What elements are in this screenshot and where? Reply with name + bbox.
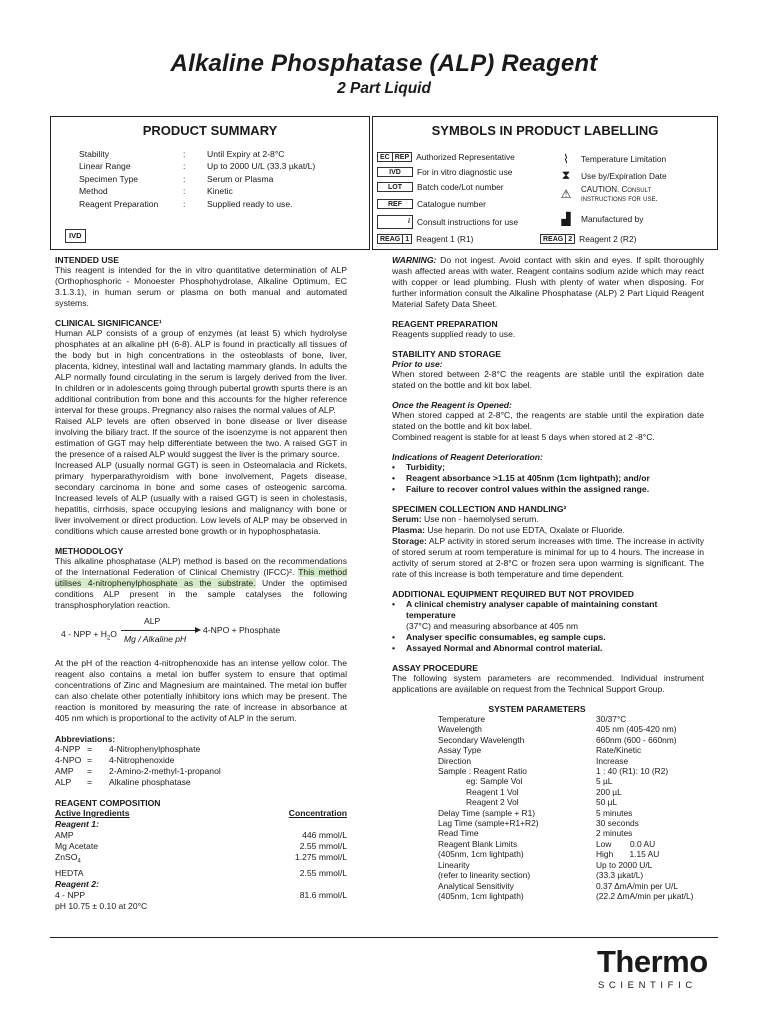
symbol-row <box>377 182 504 192</box>
abbreviation-definition: Alkaline phosphatase <box>109 777 191 787</box>
symbol-row <box>556 212 643 226</box>
parameter-row <box>438 735 693 745</box>
symbol-label: Temperature Limitation <box>581 154 667 164</box>
composition-ingredient <box>55 852 81 868</box>
symbol-icon-text: REP <box>392 153 409 161</box>
left-column <box>55 255 347 912</box>
summary-value: Kinetic <box>207 186 233 197</box>
parameter-value: Rate/Kinetic <box>596 745 642 756</box>
parameter-value: Increase <box>596 755 629 766</box>
symbol-label: Reagent 1 (R1) <box>416 234 474 244</box>
abbreviation-row <box>55 755 347 766</box>
composition-header-row <box>55 808 347 819</box>
clinical-significance-text-3: Increased ALP (usually normal GGT) is seen in Osteomalacia and Rickets, primary hyperparathyroidism with bone involvement, Pagets disease, secondary carcinoma in bone and some cases of osteogenic sarcoma. Increased levels of ALP (usually with a raised GGT) is seen in cholestasis, hepatitis, cirrhosis, space occupying lesions and malignancy with bone or liver involvement or direct production. Low levels of ALP may be observed in conditions which cause arrested bone growth or in hypophosphatasia. <box>55 460 347 536</box>
symbol-row <box>556 168 667 183</box>
parameter-row <box>438 756 693 766</box>
symbol-icon-text: REAG <box>380 236 401 243</box>
parameter-name: Sample : Reagent Ratio <box>438 766 527 777</box>
parameter-name: (refer to linearity section) <box>438 870 531 881</box>
plasma-text <box>392 525 704 536</box>
symbol-icon-text: IVD <box>389 169 401 176</box>
summary-row <box>79 185 315 197</box>
composition-ingredient-name: Mg Acetate <box>55 841 98 851</box>
parameter-name: Wavelength <box>438 724 482 735</box>
composition-ingredient-name: 4 - NPP <box>55 889 86 900</box>
abbreviation-equals: = <box>87 744 93 754</box>
equation-arrow <box>121 630 199 631</box>
assay-procedure-heading: ASSAY PROCEDURE <box>392 663 478 673</box>
methodology-heading: METHODOLOGY <box>55 546 124 556</box>
parameter-name: Delay Time (sample + R1) <box>438 807 536 818</box>
symbol-label: Reagent 2 (R2) <box>579 234 637 244</box>
parameter-name: Reagent Blank Limits <box>438 838 518 849</box>
summary-value: Until Expiry at 2-8°C <box>207 149 285 159</box>
parameter-row <box>438 787 693 797</box>
parameter-row <box>438 860 693 870</box>
parameter-name: Reagent 1 Vol <box>466 786 519 797</box>
parameter-row <box>438 808 693 818</box>
symbol-icon-text: 1 <box>402 235 409 243</box>
composition-col-concentration: Concentration <box>288 808 347 818</box>
symbol-icon-text: 2 <box>565 235 572 243</box>
equipment-item-1-detail: (37°C) and measuring absorbance at 405 nm <box>406 621 579 631</box>
parameter-value: 30 seconds <box>596 818 639 829</box>
right-column <box>392 255 704 901</box>
product-summary-list <box>79 148 315 210</box>
composition-concentration: 2.55 mmol/L <box>299 867 347 878</box>
abbreviation-equals: = <box>87 766 93 776</box>
summary-key: Specimen Type <box>79 173 139 184</box>
parameter-name: (405nm, 1cm lightpath) <box>438 890 524 901</box>
symbol-label: CAUTION. Consult instructions for use. <box>581 185 658 203</box>
symbol-row <box>540 234 636 244</box>
composition-row <box>55 890 347 901</box>
thermo-logo: Thermo <box>597 944 708 979</box>
symbol-label: Use by/Expiration Date <box>581 170 667 181</box>
abbreviations-list <box>55 744 347 788</box>
summary-colon: : <box>183 198 186 209</box>
warning-text <box>392 255 704 310</box>
reagent-1-heading: Reagent 1: <box>55 819 99 829</box>
parameter-value: 5 µL <box>596 776 613 787</box>
parameter-name: Assay Type <box>438 745 482 756</box>
parameter-value: 30/37°C <box>596 714 627 724</box>
symbol-icon-text: REF <box>388 201 402 208</box>
summary-row <box>79 173 315 185</box>
composition-concentration: 1.275 mmol/L <box>294 852 347 862</box>
clinical-significance-text-2: Raised ALP levels are often observed in bone disease or liver disease involving the biliary tract. If the source of the isoenzyme is not apparent then estimation of GGT may help differentiate between the two. A raised GGT in the presence of a raised ALP would suggest the liver is the primary source. <box>55 416 347 459</box>
scientific-logo: SCIENTIFIC <box>598 980 697 991</box>
parameter-name: Direction <box>438 755 472 766</box>
parameter-value: (22.2 ΔmA/min per µkat/L) <box>596 890 694 901</box>
parameter-value: 5 minutes <box>596 807 633 818</box>
intended-use-heading: INTENDED USE <box>55 255 119 265</box>
storage-text <box>392 536 704 580</box>
parameter-name: Lag Time (sample+R1+R2) <box>438 818 539 829</box>
abbreviations-heading: Abbreviations: <box>55 734 116 744</box>
parameter-row <box>438 714 693 724</box>
symbol-icon-i-icon <box>377 215 413 229</box>
parameter-value: 2 minutes <box>596 828 633 839</box>
composition-row <box>55 852 347 868</box>
summary-colon: : <box>183 161 186 172</box>
opened-heading: Once the Reagent is Opened: <box>392 400 512 410</box>
warning-label: WARNING: <box>392 255 437 265</box>
composition-concentration: 2.55 mmol/L <box>299 841 347 851</box>
reagent-preparation-heading: REAGENT PREPARATION <box>392 319 498 329</box>
parameter-name: Analytical Sensitivity <box>438 880 514 891</box>
equipment-item-3: • Assayed Normal and Abnormal control material. <box>392 643 704 654</box>
footer-rule <box>50 937 718 938</box>
composition-ingredient <box>55 830 74 841</box>
composition-row <box>55 841 347 852</box>
factory-icon: ▟ <box>561 212 571 226</box>
reaction-equation <box>55 615 347 655</box>
symbol-label: Catalogue number <box>417 199 486 209</box>
symbol-icon-text: i <box>408 217 410 225</box>
parameter-value: 0.37 ΔmA/min per U/L <box>596 880 678 891</box>
composition-col-ingredients: Active Ingredients <box>55 808 130 818</box>
parameter-value: Up to 2000 U/L <box>596 859 653 870</box>
parameter-name: eg: Sample Vol <box>466 776 523 787</box>
symbol-row <box>377 199 486 209</box>
abbreviation-term: ALP <box>55 777 72 787</box>
parameter-row <box>438 724 693 734</box>
system-parameters-heading: SYSTEM PARAMETERS <box>488 704 586 714</box>
composition-row <box>55 830 347 841</box>
symbol-icon-ref-icon <box>377 199 413 209</box>
reagent-2-heading: Reagent 2: <box>55 878 99 889</box>
methodology-text-b: Under the optimised conditions ALP present in the sample catalyses the following transphosphorylation reaction. <box>55 578 348 610</box>
assay-procedure-text: The following system parameters are recommended. Individual instrument applications are available on request from the Technical Support Group. <box>392 673 704 694</box>
parameter-row <box>438 891 693 901</box>
summary-key: Stability <box>79 149 110 159</box>
prior-to-use-heading: Prior to use: <box>392 359 443 369</box>
symbol-row <box>556 152 666 166</box>
parameter-name: Temperature <box>438 714 486 724</box>
methodology-highlight: This method utilises 4-nitrophenylphosphate as the substrate. <box>55 567 347 588</box>
parameter-name: (405nm, 1cm lightpath) <box>438 849 524 860</box>
equation-arrowhead <box>195 627 201 633</box>
symbol-icon-ec-rep-icon <box>377 152 412 162</box>
symbol-row <box>556 185 691 203</box>
symbol-row <box>377 234 473 244</box>
equipment-item-1: • A clinical chemistry analyser capable of maintaining constant temperature <box>392 599 704 621</box>
summary-value: Up to 2000 U/L (33.3 µkat/L) <box>207 161 316 172</box>
summary-key: Linear Range <box>79 161 131 172</box>
equation-oxygen: O <box>110 629 117 639</box>
serum-text <box>392 514 704 525</box>
symbols-heading: SYMBOLS IN PRODUCT LABELLING <box>431 123 659 138</box>
parameter-name: Secondary Wavelength <box>438 734 525 745</box>
composition-ingredient-name: HEDTA <box>55 867 84 878</box>
symbol-icon-reag-1-icon <box>377 234 412 244</box>
abbreviation-row <box>55 744 347 755</box>
composition-concentration: 446 mmol/L <box>302 830 347 840</box>
equation-condition: Mg / Alkaline pH <box>124 634 187 644</box>
symbol-row <box>377 167 512 177</box>
parameter-row <box>438 839 693 849</box>
deterioration-heading: Indications of Reagent Deterioration: <box>392 452 543 462</box>
abbreviation-definition: 4-Nitrophenylphosphate <box>109 744 201 754</box>
equation-reactants <box>61 629 117 642</box>
serum-label: Serum: <box>392 514 422 524</box>
parameter-name: Linearity <box>438 859 470 870</box>
composition-ingredient <box>55 868 84 879</box>
symbol-icon-text: LOT <box>388 184 402 191</box>
parameter-row <box>438 797 693 807</box>
reagent-preparation-text: Reagents supplied ready to use. <box>392 329 516 339</box>
parameter-row <box>438 745 693 755</box>
parameter-name: Reagent 2 Vol <box>466 797 519 808</box>
abbreviation-definition: 4-Nitrophenoxide <box>109 755 175 765</box>
parameter-name: Read Time <box>438 828 479 839</box>
equation-enzyme: ALP <box>144 616 161 626</box>
abbreviation-term: AMP <box>55 766 74 776</box>
parameter-value: 50 µL <box>596 797 618 808</box>
equipment-list <box>392 599 704 654</box>
hourglass-icon: ⧗ <box>561 168 571 182</box>
summary-row <box>79 160 315 172</box>
parameter-row <box>438 776 693 786</box>
composition-concentration: 81.6 mmol/L <box>299 889 347 900</box>
abbreviation-equals: = <box>87 755 93 765</box>
summary-key: Reagent Preparation <box>79 198 159 209</box>
opened-text: When stored capped at 2-8°C, the reagents are stable until the expiration date stated on the bottle and kit box label. <box>392 410 704 431</box>
parameter-value: 660nm (600 - 660nm) <box>596 734 677 745</box>
summary-row <box>79 198 315 210</box>
methodology-text-a: This alkaline phosphatase (ALP) method is based on the recommendations of the International Federation of Clinical Chemistry (IFCC)². <box>55 556 347 577</box>
clinical-significance-text-1: Human ALP consists of a group of enzymes (at least 5) which hydrolyse phosphates at an alkaline pH (6-8). ALP is found in practically all tissues of the body but in high concentrations in the osteoblasts of bone, liver, placenta, kidney, intestinal wall and lactating mammary glands. In adults the ALP normally found circulating in the serum is largely derived from the liver. In children or in adolescents going through pubertal growth spurts there is an additional contribution from bone and this accounts for the higher reference interval for these groups. Pregnancy also raises the normal values of ALP. <box>55 328 347 415</box>
summary-value: Serum or Plasma <box>207 173 274 184</box>
combined-text: Combined reagent is stable for at least 5 days when stored at 2 -8°C. <box>392 432 655 442</box>
composition-ingredient-name: AMP <box>55 830 74 840</box>
symbol-label: Manufactured by <box>581 214 644 224</box>
composition-row <box>55 868 347 879</box>
parameter-row <box>438 766 693 776</box>
prior-to-use-text: When stored between 2-8°C the reagents are stable until the expiration date stated on the bottle and kit box label. <box>392 369 704 390</box>
composition-ingredient-name: ZnSO <box>55 852 78 862</box>
methodology-text-c: At the pH of the reaction 4-nitrophenoxide has an intense yellow color. The reagent also contains a metal ion buffer system to ensure that optimal concentrations of Zinc and Magnesium are maintained. The metal ion buffer can also chelate other potentially inhibitory ions which may be present. The reaction is monitored by measuring the rate of increase in absorbance at 405 nm which is proportional to the activity of ALP in the serum. <box>55 658 347 723</box>
intended-use-text: This reagent is intended for the in vitro quantitative determination of ALP (Orthophosphoric - Monoester Phosphohydrolase, Alkaline Optimum, EC 3.1.3.1), in human serum or plasma on both manual and automated systems. <box>55 265 347 308</box>
summary-colon: : <box>183 149 186 159</box>
reagent-1-list <box>55 830 347 879</box>
equation-reactants-text: 4 - NPP + H <box>61 629 107 639</box>
deterioration-item: • Reagent absorbance >1.15 at 405nm (1cm lightpath); and/or <box>392 473 704 484</box>
plasma-body: Use heparin. Do not use EDTA, Oxalate or Fluoride. <box>424 525 625 535</box>
parameter-row <box>438 828 693 838</box>
deterioration-item: • Turbidity; <box>392 462 704 473</box>
composition-subscript: 4 <box>77 858 81 865</box>
equipment-item-2: • Analyser specific consumables, eg sample cups. <box>392 632 704 643</box>
parameter-value: (33.3 µkat/L) <box>596 870 644 881</box>
summary-colon: : <box>183 186 186 197</box>
parameter-row <box>438 849 693 859</box>
equation-subscript: 2 <box>106 635 111 642</box>
parameter-value: 1 : 40 (R1): 10 (R2) <box>596 766 669 777</box>
equipment-heading: ADDITIONAL EQUIPMENT REQUIRED BUT NOT PROVIDED <box>392 589 634 599</box>
document-subtitle: 2 Part Liquid <box>337 80 431 97</box>
thermometer-icon: ⌇ <box>563 152 569 166</box>
document-title: Alkaline Phosphatase (ALP) Reagent <box>170 50 598 77</box>
composition-ingredient <box>55 841 98 852</box>
reagent-2-list <box>55 890 347 901</box>
parameter-value: Low 0.0 AU <box>596 838 656 849</box>
summary-row <box>79 148 315 160</box>
summary-key: Method <box>79 186 108 197</box>
summary-colon: : <box>183 173 186 184</box>
symbol-label: Consult instructions for use <box>417 217 519 227</box>
storage-body: ALP activity in stored serum increases with time. The increase in activity of stored serum at room temperature is minimal for up to 4 hours. The increase in activity of serum stored at 2-8°C or frozen sera upon warming is significant. The rate of this increase is both temperature and time dependent. <box>392 536 704 579</box>
ivd-symbol: IVD <box>65 229 86 243</box>
abbreviation-term: 4-NPP <box>55 744 81 754</box>
clinical-significance-heading: CLINICAL SIGNIFICANCE¹ <box>55 318 162 328</box>
equation-products: 4-NPO + Phosphate <box>203 625 281 635</box>
symbol-label: Authorized Representative <box>416 152 515 162</box>
symbol-label: Batch code/Lot number <box>417 182 504 192</box>
stability-heading: STABILITY AND STORAGE <box>392 349 502 359</box>
parameter-row <box>438 818 693 828</box>
specimen-heading: SPECIMEN COLLECTION AND HANDLING² <box>392 504 567 514</box>
parameter-row <box>438 870 693 880</box>
abbreviation-row <box>55 766 347 777</box>
symbol-row <box>377 152 515 162</box>
reag-2-icon <box>540 234 575 244</box>
abbreviation-term: 4-NPO <box>55 755 82 765</box>
composition-ingredient <box>55 890 85 901</box>
abbreviation-equals: = <box>87 777 93 787</box>
deterioration-item: • Failure to recover control values within the assigned range. <box>392 484 704 495</box>
symbol-icon-text: EC <box>380 154 390 161</box>
product-summary-box <box>50 116 370 250</box>
symbol-row <box>377 215 518 229</box>
parameter-row <box>438 881 693 891</box>
system-parameters-table <box>438 714 693 901</box>
parameter-value: 200 µL <box>596 786 622 797</box>
abbreviation-row <box>55 777 347 788</box>
deterioration-list <box>392 462 704 495</box>
symbol-icon-text: REAG <box>543 236 564 243</box>
methodology-text <box>55 556 347 611</box>
product-summary-heading: PRODUCT SUMMARY <box>142 123 278 138</box>
storage-label: Storage: <box>392 536 427 546</box>
caution-icon: ⚠ <box>560 187 572 201</box>
parameter-value: High 1.15 AU <box>596 849 660 860</box>
symbol-icon-ivd-icon <box>377 167 413 177</box>
serum-body: Use non - haemolysed serum. <box>421 514 539 524</box>
ph-value: pH 10.75 ± 0.10 at 20°C <box>55 900 148 911</box>
reagent-composition-heading: REAGENT COMPOSITION <box>55 798 161 808</box>
summary-value: Supplied ready to use. <box>207 198 293 209</box>
warning-body: Do not ingest. Avoid contact with skin and eyes. If spilt thoroughly wash affected areas with water. Reagent contains sodium azide which may react with copper or lead plumbing. Flush with plenty of water when disposing. For further information consult the Alkaline Phosphatase (ALP) 2 Part Liquid Reagent Material Safety Data Sheet. <box>392 255 704 309</box>
abbreviation-definition: 2-Amino-2-methyl-1-propanol <box>109 766 221 776</box>
symbol-icon-lot-icon <box>377 182 413 192</box>
plasma-label: Plasma: <box>392 525 425 535</box>
parameter-value: 405 nm (405-420 nm) <box>596 724 677 735</box>
symbol-label: For in vitro diagnostic use <box>417 167 513 177</box>
